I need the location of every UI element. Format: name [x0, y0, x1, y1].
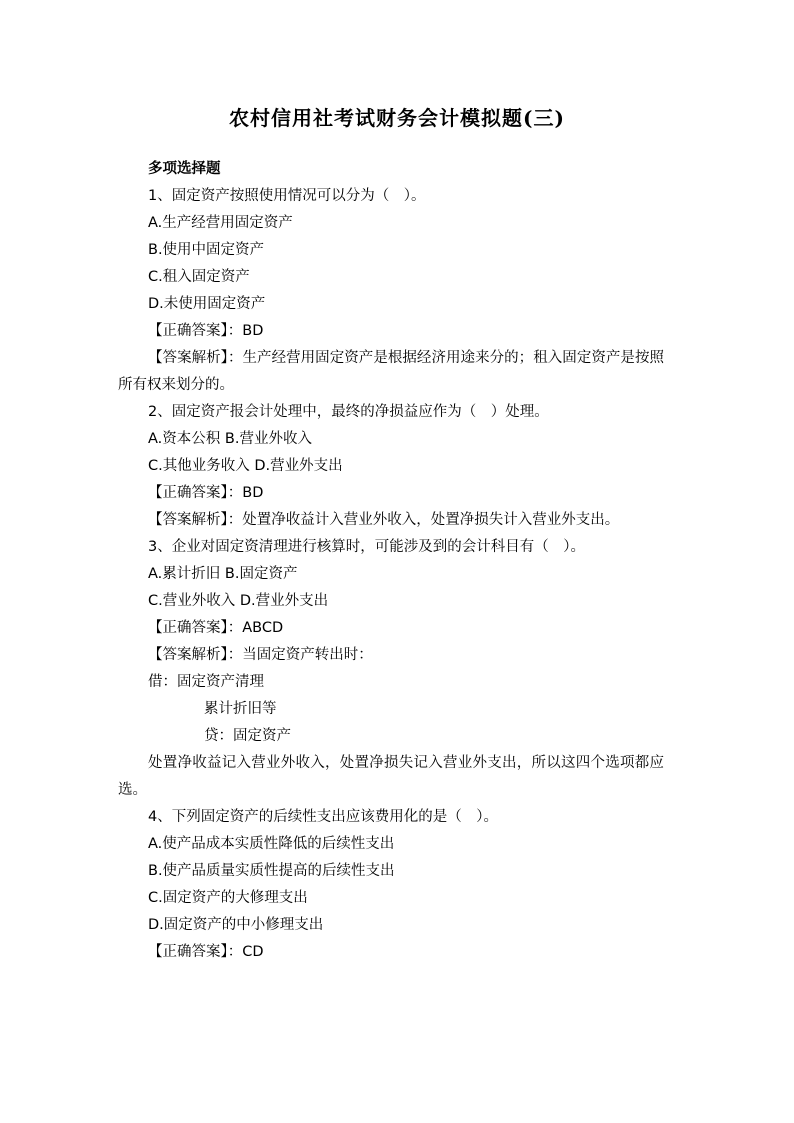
page-title: 农村信用社考试财务会计模拟题(三): [229, 106, 565, 130]
option-line: A.资本公积 B.营业外收入: [148, 431, 312, 447]
explanation-paragraph: 处置净收益记入营业外收入，处置净损失记入营业外支出，所以这四个选项都应选。: [118, 755, 664, 798]
answer-line: 【正确答案】：BD: [148, 485, 264, 501]
explanation-paragraph: 【答案解析】：生产经营用固定资产是根据经济用途来分的；租入固定资产是按照所有权来划分的。: [118, 350, 664, 393]
option-line: D.固定资产的中小修理支出: [148, 917, 324, 933]
journal-entry-line: 累计折旧等: [204, 701, 277, 717]
explanation-paragraph: 【答案解析】：处置净收益计入营业外收入，处置净损失计入营业外支出。: [148, 512, 620, 528]
journal-entry-debit: 借：固定资产清理: [148, 674, 264, 690]
answer-line: 【正确答案】：BD: [148, 323, 264, 339]
answer-line: 【正确答案】：ABCD: [148, 620, 284, 636]
document-body: [118, 156, 664, 966]
option-line: C.其他业务收入 D.营业外支出: [148, 458, 343, 474]
option-line: A.使产品成本实质性降低的后续性支出: [148, 836, 395, 852]
answer-line: 【正确答案】：CD: [148, 944, 264, 960]
option-line: B.使产品质量实质性提高的后续性支出: [148, 863, 395, 879]
option-line: C.固定资产的大修理支出: [148, 890, 308, 906]
option-line: A.生产经营用固定资产: [148, 215, 293, 231]
question-3: 3、企业对固定资清理进行核算时，可能涉及到的会计科目有（ ）。: [148, 539, 585, 555]
question-4: 4、下列固定资产的后续性支出应该费用化的是（ ）。: [148, 809, 498, 825]
option-line: C.租入固定资产: [148, 269, 250, 285]
question-2: 2、固定资产报会计处理中，最终的净损益应作为（ ）处理。: [148, 404, 549, 420]
journal-entry-credit: 贷：固定资产: [204, 728, 291, 744]
explanation-line: 【答案解析】：当固定资产转出时：: [148, 647, 373, 663]
option-line: A.累计折旧 B.固定资产: [148, 566, 298, 582]
option-line: C.营业外收入 D.营业外支出: [148, 593, 329, 609]
option-line: D.未使用固定资产: [148, 296, 266, 312]
section-heading: 多项选择题: [148, 161, 221, 177]
question-1: 1、固定资产按照使用情况可以分为（ ）。: [148, 188, 426, 204]
option-line: B.使用中固定资产: [148, 242, 265, 258]
